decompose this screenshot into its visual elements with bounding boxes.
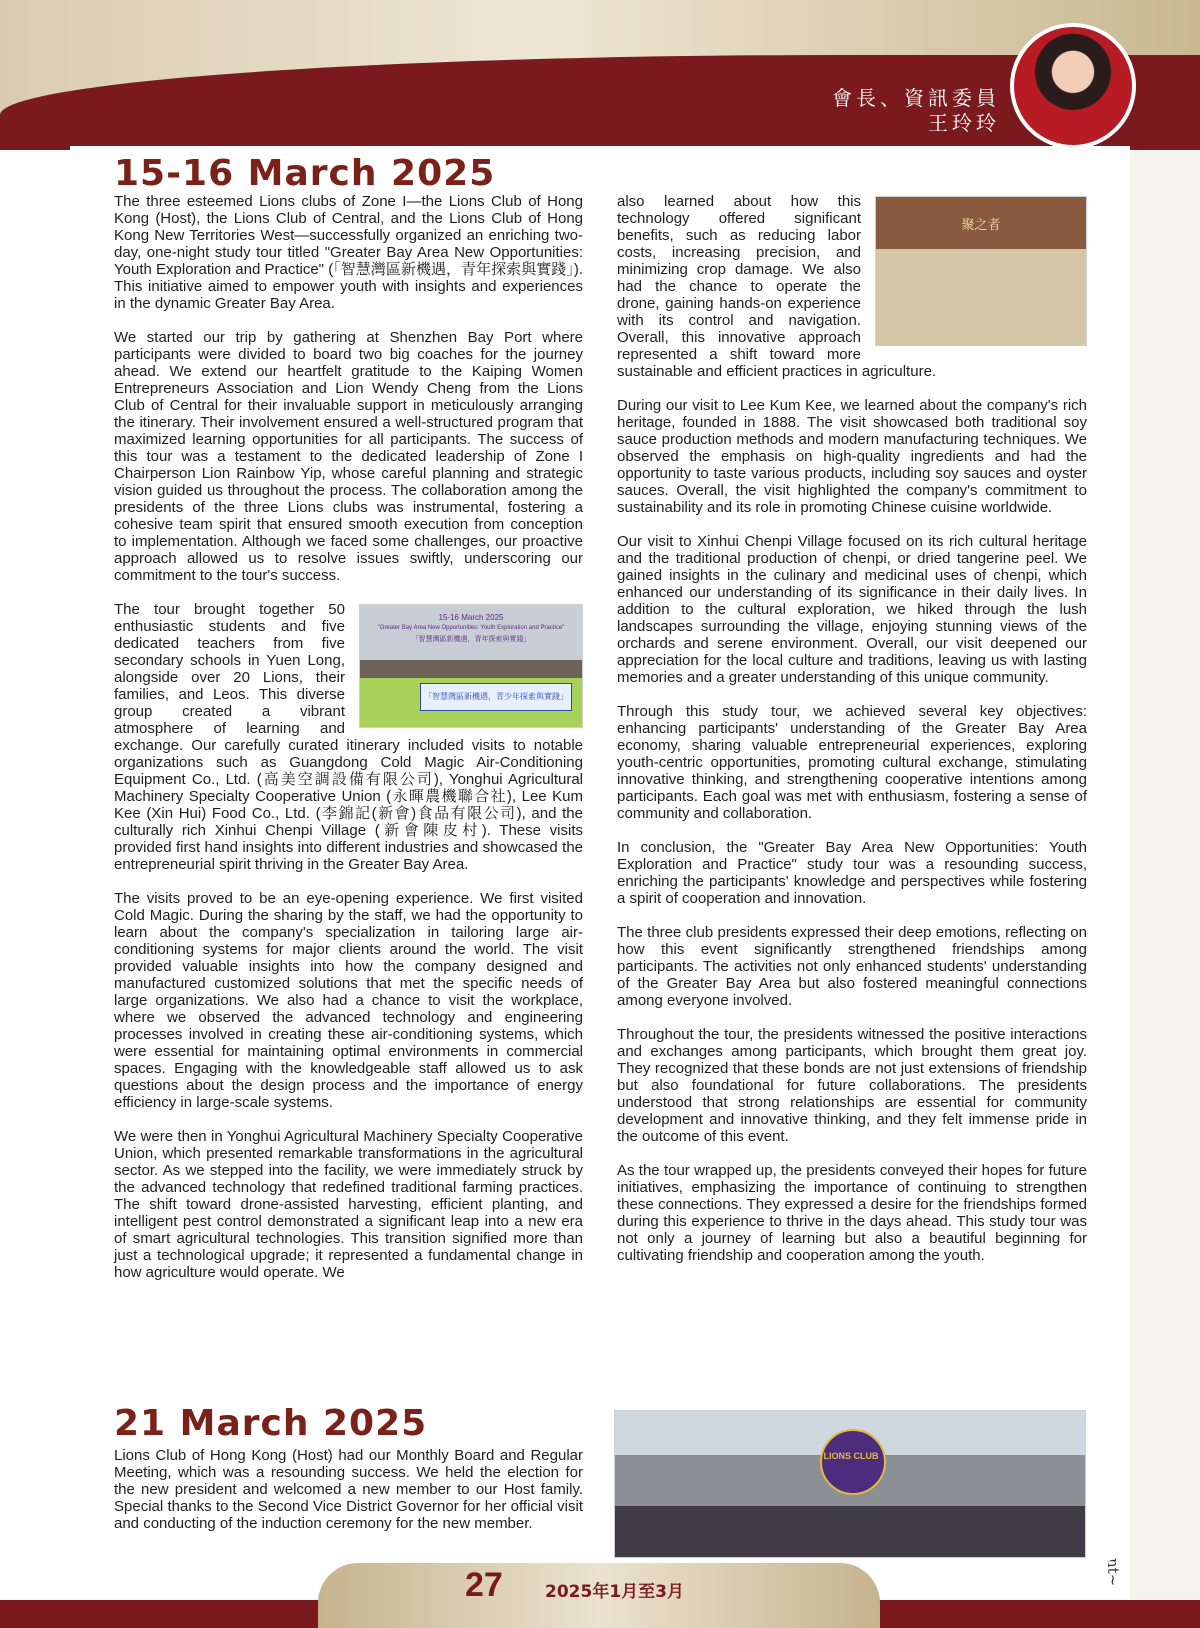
lions-banner-text: LIONS CLUB — [823, 1451, 879, 1461]
author-name: 王玲玲 — [928, 111, 1000, 135]
paragraph: The visits proved to be an eye-opening experience. We first visited Cold Magic. During the sharing by the staff, we had the opportunity to learn about the company's specialization in tailoring large air-conditioning systems for major clients around the world. The visit provided valuable insights into how the company designed and manufactured customized solutions that met the specific needs of large organizations. We also had a chance to visit the workplace, where we observed the advanced technology and engineering processes involved in creating these air-conditioning systems, which were essential for maintaining optimal environments in commercial spaces. Engaging with the knowledgeable staff allowed us to ask questions about the design process and the importance of energy efficiency in large-scale systems. — [114, 890, 583, 1111]
photo-banner — [420, 683, 572, 711]
paragraph: Through this study tour, we achieved several key objectives: enhancing participants' understanding of the Greater Bay Area economy, sharing valuable entrepreneurial experiences, exploring youth-centric opportunities, promoting cultural exchange, stimulating innovative thinking, and strengthening cooperative intentions among participants. Each goal was met with enthusiasm, fostering a sense of community and collaboration. — [617, 703, 1087, 822]
march21-column — [114, 1447, 583, 1532]
photo-caption: 15-16 March 2025 — [438, 613, 504, 622]
author-title — [832, 86, 1000, 136]
left-column — [114, 193, 583, 1281]
paragraph: The tour brought together 50 enthusiastic students and five dedicated teachers from five secondary schools in Yuen Long, alongside over 20 Lions, their families, and Leos. This diverse group created a vibrant atmosphere of learning and exchange. Our carefully curated itinerary included visits to notable organizations such as Guangdong Cold Magic Air-Conditioning Equipment Co., Ltd. (高美空調設備有限公司), Yonghui Agricultural Machinery Specialty Cooperative Union (永暉農機聯合社), Lee Kum Kee (Xin Hui) Food Co., Ltd. (李錦記(新會)食品有限公司), and the culturally rich Xinhui Chenpi Village (新會陳皮村). These visits provided first hand insights into different industries and showcased the entrepreneurial spirit thriving in the Greater Bay Area. — [114, 601, 583, 873]
paragraph: The three esteemed Lions clubs of Zone I—the Lions Club of Hong Kong (Host), the Lions Club of Central, and the Lions Club of Hong Kong New Territories West—successfully organized an enriching two-day, one-night study tour titled "Greater Bay Area New Opportunities: Youth Exploration and Practice" (「智慧灣區新機遇，青年探索與實踐」). This initiative aimed to empower youth with insights and experiences in the dynamic Greater Bay Area. — [114, 193, 583, 312]
paragraph: We were then in Yonghui Agricultural Machinery Specialty Cooperative Union, which presented remarkable transformations in the agricultural sector. As we stepped into the facility, we were immediately struck by the advanced technology that redefined traditional farming practices. The shift toward drone-assisted harvesting, efficient planting, and intelligent pest control demonstrated a significant leap into a new era of smart agricultural technologies. This transition signified more than just a technological upgrade; it represented a fundamental change in how agriculture would operate. We — [114, 1128, 583, 1281]
group-photo — [359, 604, 583, 728]
photo-banner-text: 「智慧灣區新機遇，青少年探索與實踐」 — [424, 692, 568, 701]
side-margin — [1130, 150, 1200, 1600]
paragraph: In conclusion, the "Greater Bay Area New Opportunities: Youth Exploration and Practice" study tour was a resounding success, enriching the participants' knowledge and perspectives while fostering a spirit of cooperation and innovation. — [617, 839, 1087, 907]
paragraph: During our visit to Lee Kum Kee, we learned about the company's rich heritage, founded in 1888. The visit showcased both traditional soy sauce production methods and modern manufacturing techniques. We observed the emphasis on high-quality ingredients and had the opportunity to taste various products, including soy sauces and oyster sauces. Overall, the visit highlighted the company's commitment to sustainability and its role in promoting Chinese cuisine worldwide. — [617, 397, 1087, 516]
photo-subtitle-zh: 「智慧灣區新機遇，青年探索與實踐」 — [411, 636, 531, 643]
drone-visit-photo — [875, 196, 1087, 346]
author-portrait — [1010, 23, 1136, 149]
photo-subtitle: "Greater Bay Area New Opportunities: Youth Exploration and Practice" — [377, 625, 565, 631]
shop-sign: 聚之者 — [961, 218, 1001, 233]
right-column — [617, 193, 1087, 1264]
paragraph: Lions Club of Hong Kong (Host) had our Monthly Board and Regular Meeting, which was a resounding success. We held the election for the new president and welcomed a new member to our Host family. Special thanks to the Second Vice District Governor for her official visit and conducting of the induction ceremony for the new member. — [114, 1447, 583, 1532]
paragraph: We started our trip by gathering at Shenzhen Bay Port where participants were divided to board two big coaches for the journey ahead. We extend our heartfelt gratitude to the Kaiping Women Entrepreneurs Association and Lion Wendy Cheng from the Lions Club of Central for their invaluable support in meticulously arranging the itinerary. Their involvement ensured a well-structured program that maximized learning opportunities for all participants. The success of this tour was a testament to the dedicated leadership of Zone I Chairperson Lion Rainbow Yip, whose careful planning and strategic vision guided us throughout the process. The collaboration among the presidents of the three Lions clubs was instrumental, fostering a cohesive team spirit that ensured smooth execution from conception to implementation. Although we faced some challenges, our proactive approach allowed us to resolve issues swiftly, underscoring our commitment to the tour's success. — [114, 329, 583, 584]
paragraph: Throughout the tour, the presidents witnessed the positive interactions and exchanges among participants, which brought them great joy. They recognized that these bonds are not just extensions of friendship but also foundational for future collaborations. The presidents understood that strong relationships are essential for community development and innovative thinking, and they felt immense pride in the outcome of this event. — [617, 1026, 1087, 1145]
paragraph: also learned about how this technology offered significant benefits, such as reducing labor costs, increasing precision, and minimizing crop damage. We also had the chance to operate the drone, gaining hands-on experience with its control and navigation. Overall, this innovative approach represented a shift toward more sustainable and efficient practices in agriculture. — [617, 193, 937, 380]
heading-21-march: 21 March 2025 — [114, 1403, 428, 1444]
page-number: 27 — [465, 1566, 503, 1604]
lions-banner — [820, 1429, 886, 1495]
paragraph: Our visit to Xinhui Chenpi Village focused on its rich cultural heritage and the traditional production of chenpi, or dried tangerine peel. We gained insights in the culinary and medicinal uses of chenpi, which enhanced our understanding of its significance in their daily lives. In addition to the cultural exploration, we hiked through the lush landscapes surrounding the village, enjoying stunning views of the orchards and serene environment. Overall, our visit deepened our appreciation for the local culture and traditions, leaving us with lasting memories and a greater understanding of this unique community. — [617, 533, 1087, 686]
heading-15-16-march: 15-16 March 2025 — [114, 153, 496, 194]
issue-date: 2025年1月至3月 — [545, 1582, 684, 1602]
paragraph: The three club presidents expressed their deep emotions, reflecting on how this event significantly strengthened friendships among participants. The activities not only enhanced students' understanding of the Greater Bay Area but also fostered meaningful connections among everyone involved. — [617, 924, 1087, 1009]
author-role: 會長、資訊委員 — [832, 86, 1000, 110]
meeting-group-photo — [614, 1410, 1086, 1558]
paragraph: As the tour wrapped up, the presidents conveyed their hopes for future initiatives, emphasizing the importance of continuing to strengthen these connections. They expressed a desire for the friendships formed during this experience to thrive in the days ahead. This study tour was not only a journey of learning but also a beautiful beginning for cultivating friendship and cooperation among the youth. — [617, 1162, 1087, 1264]
